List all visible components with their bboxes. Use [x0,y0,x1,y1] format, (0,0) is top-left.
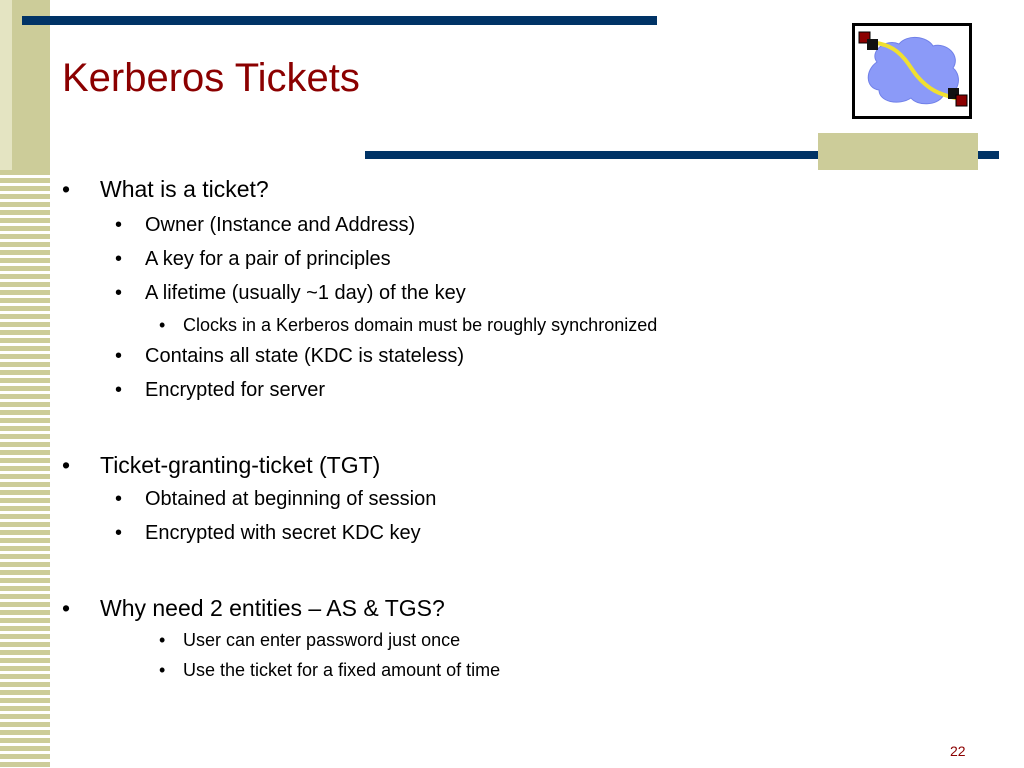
sub-bullet-item [115,248,391,271]
slide-title: Kerberos Tickets [62,56,360,100]
bullet-marker: • [115,379,123,401]
bullet-marker: • [159,660,166,680]
page-number: 22 [950,743,966,759]
bullet-text: Clocks in a Kerberos domain must be roughly synchronized [183,315,658,335]
top-rule [22,16,657,25]
bullet-text: Ticket-granting-ticket (TGT) [100,452,381,478]
left-decorative-bar [0,0,50,768]
bullet-marker: • [115,522,123,544]
bullet-marker: • [115,282,123,304]
left-bar-solid [0,0,50,170]
bullet-text: A lifetime (usually ~1 day) of the key [145,282,466,304]
sub-sub-bullet-item [159,630,461,651]
bullet-marker: • [115,345,123,367]
sub-bullet-item [115,282,466,305]
right-accent-block [818,133,978,170]
bullet-item [62,595,445,622]
sub-bullet-item [115,522,421,545]
bullet-marker: • [62,595,71,621]
bullet-item [62,452,381,479]
bullet-text: Contains all state (KDC is stateless) [145,345,465,367]
sub-sub-bullet-item [159,315,658,336]
bullet-text: Use the ticket for a fixed amount of time [183,660,501,680]
network-cloud-icon [855,26,969,116]
sub-bullet-item [115,214,416,237]
bullet-text: What is a ticket? [100,176,269,202]
sub-bullet-item [115,488,437,511]
sub-bullet-item [115,379,326,402]
bullet-text: User can enter password just once [183,630,461,650]
left-bar-stripes [0,170,50,768]
sub-sub-bullet-item [159,660,501,681]
bullet-text: Owner (Instance and Address) [145,214,416,236]
logo-frame [852,23,972,119]
bullet-text: Encrypted for server [145,379,326,401]
bullet-text: Why need 2 entities – AS & TGS? [100,595,445,621]
bullet-marker: • [115,214,123,236]
bullet-marker: • [115,248,123,270]
sub-bullet-item [115,345,465,368]
bullet-item [62,176,269,203]
bullet-text: Encrypted with secret KDC key [145,522,421,544]
bullet-text: A key for a pair of principles [145,248,391,270]
bullet-marker: • [115,488,123,510]
bullet-marker: • [159,630,166,650]
bullet-marker: • [62,452,71,478]
bullet-marker: • [62,176,71,202]
bullet-text: Obtained at beginning of session [145,488,437,510]
left-bar-highlight [0,0,12,170]
bullet-marker: • [159,315,166,335]
